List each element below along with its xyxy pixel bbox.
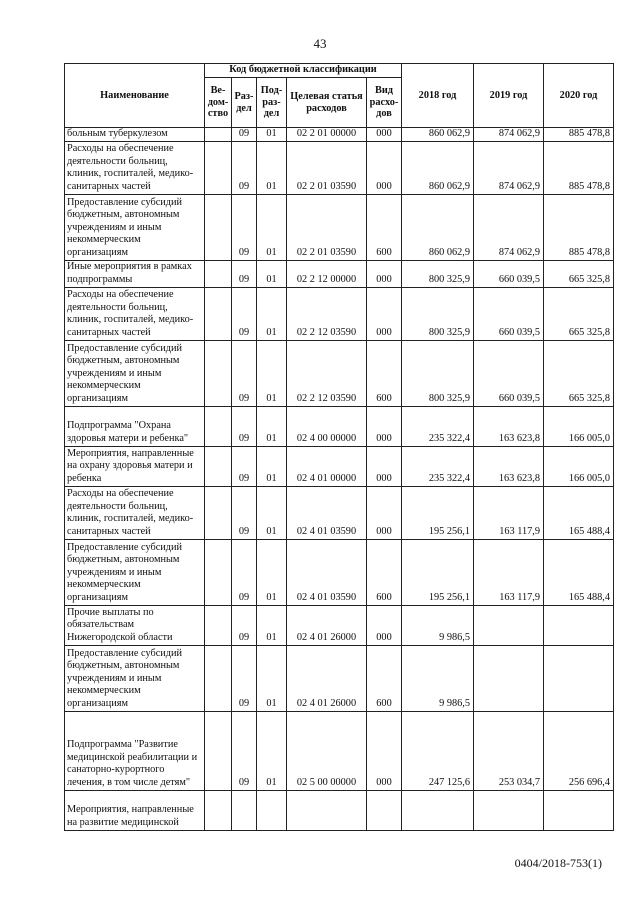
cell-vedomstvo (205, 141, 232, 194)
cell-target-article: 02 4 00 00000 (287, 406, 367, 446)
cell-podrazdel: 01 (257, 645, 287, 711)
header-name: Наименование (65, 64, 205, 128)
cell-podrazdel: 01 (257, 711, 287, 790)
cell-expense-type: 600 (367, 194, 402, 260)
budget-table (64, 63, 614, 831)
cell-2019: 874 062,9 (474, 128, 544, 142)
cell-target-article: 02 2 01 03590 (287, 141, 367, 194)
cell-2020: 166 005,0 (544, 406, 614, 446)
cell-2020 (544, 790, 614, 830)
cell-expense-type: 000 (367, 486, 402, 539)
cell-podrazdel: 01 (257, 605, 287, 645)
cell-vedomstvo (205, 406, 232, 446)
table-row (65, 605, 614, 645)
cell-podrazdel: 01 (257, 128, 287, 142)
cell-razdel: 09 (232, 340, 257, 406)
cell-podrazdel: 01 (257, 340, 287, 406)
cell-vedomstvo (205, 340, 232, 406)
header-2019: 2019 год (474, 64, 544, 128)
cell-name: Расходы на обеспечение деятельности больниц, клиник, госпиталей, медико-санитарных частей (65, 287, 205, 340)
cell-2018 (402, 790, 474, 830)
cell-target-article: 02 4 01 03590 (287, 539, 367, 605)
cell-expense-type: 600 (367, 645, 402, 711)
cell-vedomstvo (205, 790, 232, 830)
cell-target-article: 02 2 12 03590 (287, 287, 367, 340)
cell-podrazdel: 01 (257, 406, 287, 446)
cell-2019: 660 039,5 (474, 340, 544, 406)
cell-2018: 9 986,5 (402, 605, 474, 645)
cell-2019: 660 039,5 (474, 260, 544, 287)
cell-expense-type: 000 (367, 605, 402, 645)
cell-expense-type: 000 (367, 141, 402, 194)
cell-vedomstvo (205, 446, 232, 486)
cell-podrazdel: 01 (257, 539, 287, 605)
header-2020: 2020 год (544, 64, 614, 128)
cell-podrazdel: 01 (257, 486, 287, 539)
cell-target-article: 02 2 01 00000 (287, 128, 367, 142)
cell-razdel: 09 (232, 128, 257, 142)
cell-2019: 660 039,5 (474, 287, 544, 340)
cell-expense-type: 600 (367, 340, 402, 406)
cell-target-article: 02 2 12 03590 (287, 340, 367, 406)
cell-2019: 874 062,9 (474, 194, 544, 260)
cell-2018: 235 322,4 (402, 446, 474, 486)
header-expense-type: Вид расхо-дов (367, 78, 402, 128)
header-vedomstvo: Ве-дом-ство (205, 78, 232, 128)
cell-name: больным туберкулезом (65, 128, 205, 142)
cell-2020: 885 478,8 (544, 194, 614, 260)
cell-razdel: 09 (232, 406, 257, 446)
table-row (65, 340, 614, 406)
cell-2020: 885 478,8 (544, 128, 614, 142)
cell-name: Расходы на обеспечение деятельности больниц, клиник, госпиталей, медико-санитарных частей (65, 141, 205, 194)
cell-expense-type (367, 790, 402, 830)
header-2018: 2018 год (402, 64, 474, 128)
table-row (65, 539, 614, 605)
cell-2020 (544, 645, 614, 711)
cell-vedomstvo (205, 605, 232, 645)
cell-podrazdel: 01 (257, 446, 287, 486)
cell-target-article: 02 2 12 00000 (287, 260, 367, 287)
cell-razdel: 09 (232, 194, 257, 260)
cell-expense-type: 000 (367, 406, 402, 446)
cell-name: Мероприятия, направленные на развитие медицинской (65, 790, 205, 830)
cell-2018: 195 256,1 (402, 539, 474, 605)
table-row (65, 194, 614, 260)
cell-2018: 195 256,1 (402, 486, 474, 539)
cell-2018: 800 325,9 (402, 287, 474, 340)
cell-2020 (544, 605, 614, 645)
cell-2018: 800 325,9 (402, 260, 474, 287)
table-row (65, 141, 614, 194)
cell-vedomstvo (205, 260, 232, 287)
cell-2020: 665 325,8 (544, 287, 614, 340)
cell-2020: 665 325,8 (544, 260, 614, 287)
cell-expense-type: 000 (367, 287, 402, 340)
cell-2018: 800 325,9 (402, 340, 474, 406)
cell-vedomstvo (205, 287, 232, 340)
cell-2019: 163 117,9 (474, 539, 544, 605)
cell-name: Мероприятия, направленные на охрану здоровья матери и ребенка (65, 446, 205, 486)
cell-razdel: 09 (232, 605, 257, 645)
cell-2018: 235 322,4 (402, 406, 474, 446)
table-row (65, 486, 614, 539)
cell-2020: 885 478,8 (544, 141, 614, 194)
cell-2020: 166 005,0 (544, 446, 614, 486)
cell-razdel: 09 (232, 486, 257, 539)
table-row (65, 128, 614, 142)
header-classification-group: Код бюджетной классификации (205, 64, 402, 78)
table-row (65, 260, 614, 287)
cell-razdel: 09 (232, 539, 257, 605)
cell-2020: 665 325,8 (544, 340, 614, 406)
cell-razdel: 09 (232, 446, 257, 486)
cell-target-article: 02 5 00 00000 (287, 711, 367, 790)
table-body (65, 128, 614, 831)
cell-2019: 163 623,8 (474, 406, 544, 446)
table-row (65, 406, 614, 446)
cell-2020: 165 488,4 (544, 539, 614, 605)
cell-razdel: 09 (232, 645, 257, 711)
cell-expense-type: 600 (367, 539, 402, 605)
cell-target-article: 02 4 01 00000 (287, 446, 367, 486)
cell-2019: 163 117,9 (474, 486, 544, 539)
cell-2019: 253 034,7 (474, 711, 544, 790)
cell-2019: 874 062,9 (474, 141, 544, 194)
cell-vedomstvo (205, 645, 232, 711)
cell-razdel: 09 (232, 287, 257, 340)
cell-target-article: 02 4 01 26000 (287, 605, 367, 645)
cell-razdel: 09 (232, 260, 257, 287)
cell-podrazdel: 01 (257, 287, 287, 340)
table-header (65, 64, 614, 128)
cell-2019 (474, 605, 544, 645)
cell-2019 (474, 790, 544, 830)
header-razdel: Раз-дел (232, 78, 257, 128)
cell-vedomstvo (205, 128, 232, 142)
cell-2018: 860 062,9 (402, 141, 474, 194)
table-row (65, 711, 614, 790)
cell-2019 (474, 645, 544, 711)
cell-target-article: 02 4 01 26000 (287, 645, 367, 711)
cell-name: Иные мероприятия в рамках подпрограммы (65, 260, 205, 287)
table-row (65, 446, 614, 486)
cell-vedomstvo (205, 539, 232, 605)
cell-name: Предоставление субсидий бюджетным, автономным учреждениям и иным некоммерческим организациям (65, 539, 205, 605)
cell-razdel: 09 (232, 711, 257, 790)
cell-target-article: 02 4 01 03590 (287, 486, 367, 539)
cell-2020: 165 488,4 (544, 486, 614, 539)
cell-target-article: 02 2 01 03590 (287, 194, 367, 260)
table-row (65, 287, 614, 340)
cell-vedomstvo (205, 711, 232, 790)
table-row (65, 790, 614, 830)
cell-name: Расходы на обеспечение деятельности больниц, клиник, госпиталей, медико-санитарных частей (65, 486, 205, 539)
cell-name: Предоставление субсидий бюджетным, автономным учреждениям и иным некоммерческим организациям (65, 340, 205, 406)
table-row (65, 645, 614, 711)
cell-name: Подпрограмма "Развитие медицинской реабилитации и санаторно-курортного лечения, в том числе детям" (65, 711, 205, 790)
cell-podrazdel: 01 (257, 194, 287, 260)
cell-2020: 256 696,4 (544, 711, 614, 790)
cell-podrazdel (257, 790, 287, 830)
cell-vedomstvo (205, 194, 232, 260)
document-code: 0404/2018-753(1) (514, 856, 602, 870)
cell-name: Подпрограмма "Охрана здоровья матери и ребенка" (65, 406, 205, 446)
cell-2018: 247 125,6 (402, 711, 474, 790)
cell-2018: 860 062,9 (402, 194, 474, 260)
cell-target-article (287, 790, 367, 830)
cell-razdel (232, 790, 257, 830)
cell-2018: 860 062,9 (402, 128, 474, 142)
page-number: 43 (313, 36, 327, 51)
cell-name: Предоставление субсидий бюджетным, автономным учреждениям и иным некоммерческим организациям (65, 194, 205, 260)
cell-podrazdel: 01 (257, 260, 287, 287)
cell-name: Прочие выплаты по обязательствам Нижегородской области (65, 605, 205, 645)
cell-2019: 163 623,8 (474, 446, 544, 486)
cell-vedomstvo (205, 486, 232, 539)
cell-2018: 9 986,5 (402, 645, 474, 711)
header-target-article: Целевая статья расходов (287, 78, 367, 128)
cell-expense-type: 000 (367, 260, 402, 287)
cell-expense-type: 000 (367, 128, 402, 142)
cell-expense-type: 000 (367, 711, 402, 790)
cell-name: Предоставление субсидий бюджетным, автономным учреждениям и иным некоммерческим организациям (65, 645, 205, 711)
cell-expense-type: 000 (367, 446, 402, 486)
cell-podrazdel: 01 (257, 141, 287, 194)
header-podrazdel: Под-раз-дел (257, 78, 287, 128)
cell-razdel: 09 (232, 141, 257, 194)
